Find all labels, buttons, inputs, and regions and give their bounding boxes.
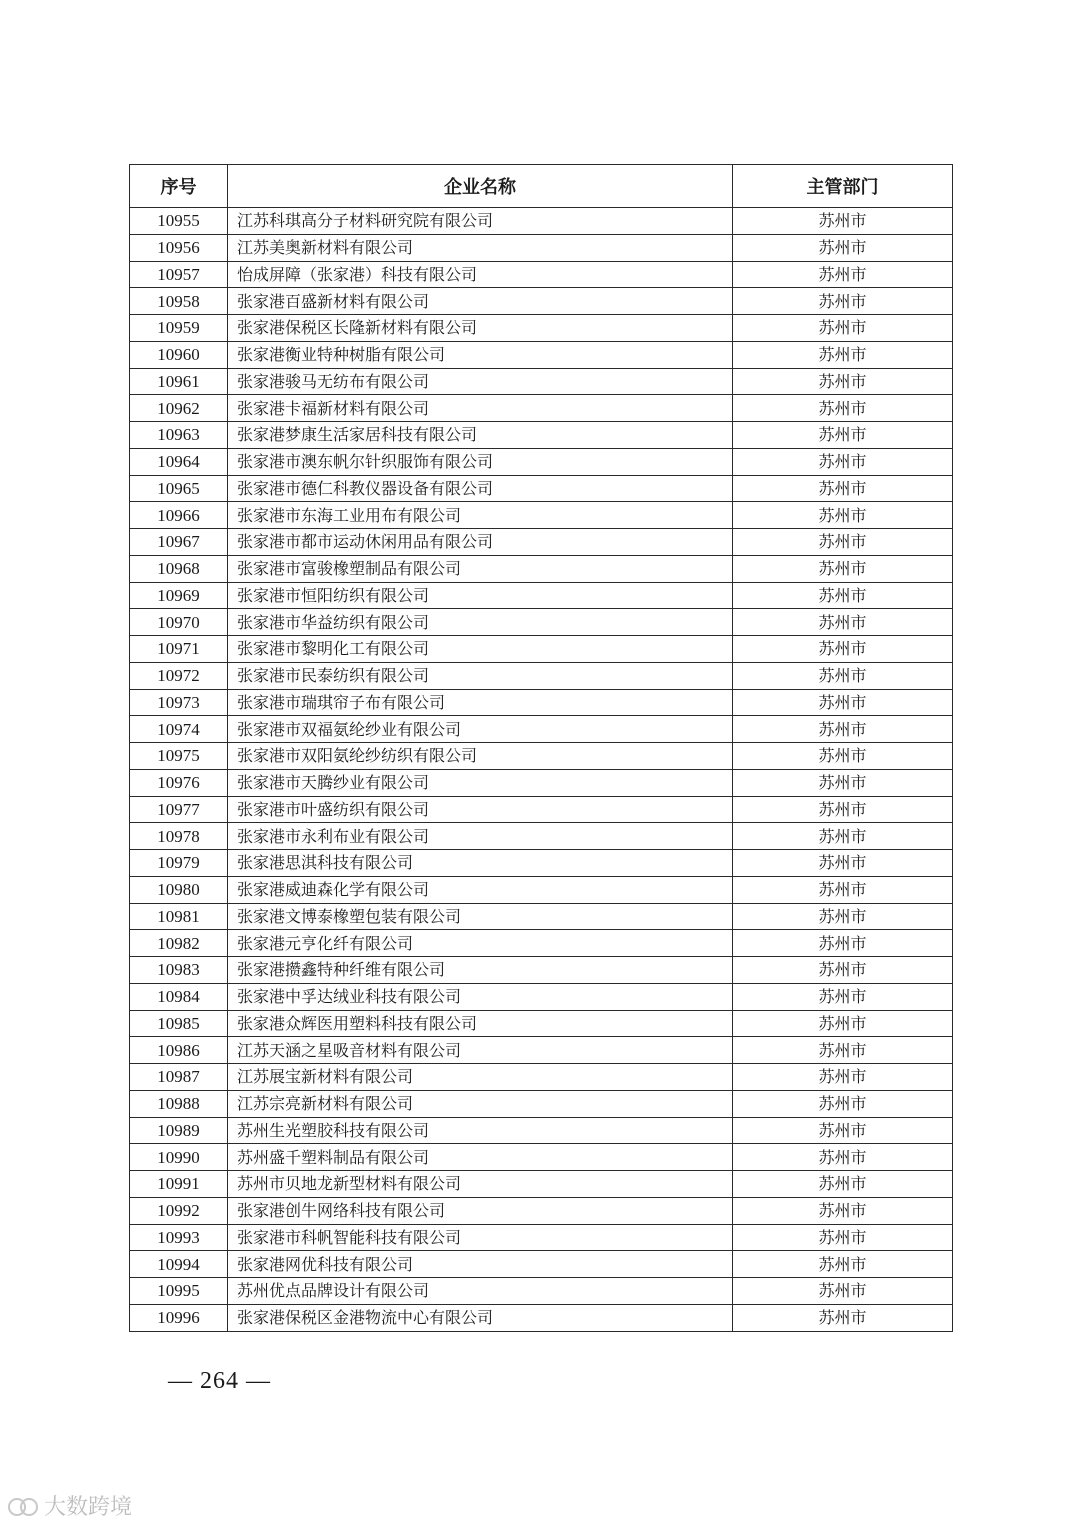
table-row — [130, 448, 953, 475]
table-row — [130, 689, 953, 716]
row-seq: 10975 — [130, 743, 228, 770]
table-body — [130, 208, 953, 1332]
row-company-name: 张家港骏马无纺布有限公司 — [228, 368, 733, 395]
watermark-logo-icon — [6, 1494, 40, 1518]
table-row — [130, 983, 953, 1010]
table-row — [130, 609, 953, 636]
row-seq: 10991 — [130, 1171, 228, 1198]
row-dept: 苏州市 — [733, 1251, 953, 1278]
table-row — [130, 796, 953, 823]
row-company-name: 江苏天涵之星吸音材料有限公司 — [228, 1037, 733, 1064]
row-dept: 苏州市 — [733, 475, 953, 502]
row-dept: 苏州市 — [733, 1064, 953, 1091]
row-seq: 10970 — [130, 609, 228, 636]
row-seq: 10981 — [130, 903, 228, 930]
row-dept: 苏州市 — [733, 261, 953, 288]
table-row — [130, 422, 953, 449]
table-row — [130, 1117, 953, 1144]
row-seq: 10982 — [130, 930, 228, 957]
watermark-text: 大数跨境 — [44, 1495, 133, 1520]
table-row — [130, 1278, 953, 1305]
row-seq: 10964 — [130, 448, 228, 475]
row-dept: 苏州市 — [733, 288, 953, 315]
header-seq: 序号 — [130, 165, 228, 208]
table-row — [130, 1171, 953, 1198]
row-company-name: 张家港众辉医用塑料科技有限公司 — [228, 1010, 733, 1037]
row-dept: 苏州市 — [733, 769, 953, 796]
row-seq: 10994 — [130, 1251, 228, 1278]
row-dept: 苏州市 — [733, 876, 953, 903]
row-company-name: 张家港市永利布业有限公司 — [228, 823, 733, 850]
row-seq: 10980 — [130, 876, 228, 903]
row-company-name: 怡成屏障（张家港）科技有限公司 — [228, 261, 733, 288]
row-company-name: 江苏美奥新材料有限公司 — [228, 234, 733, 261]
row-seq: 10987 — [130, 1064, 228, 1091]
row-seq: 10989 — [130, 1117, 228, 1144]
row-seq: 10976 — [130, 769, 228, 796]
row-dept: 苏州市 — [733, 341, 953, 368]
row-seq: 10959 — [130, 315, 228, 342]
row-company-name: 江苏宗亮新材料有限公司 — [228, 1090, 733, 1117]
table-row — [130, 502, 953, 529]
table-row — [130, 475, 953, 502]
table-row — [130, 315, 953, 342]
row-seq: 10996 — [130, 1304, 228, 1331]
row-dept: 苏州市 — [733, 716, 953, 743]
row-company-name: 张家港市黎明化工有限公司 — [228, 636, 733, 663]
row-dept: 苏州市 — [733, 1090, 953, 1117]
table-row — [130, 1251, 953, 1278]
company-table-container — [129, 164, 952, 1332]
row-company-name: 苏州盛千塑料制品有限公司 — [228, 1144, 733, 1171]
row-company-name: 张家港市科帆智能科技有限公司 — [228, 1224, 733, 1251]
row-seq: 10990 — [130, 1144, 228, 1171]
row-seq: 10988 — [130, 1090, 228, 1117]
row-dept: 苏州市 — [733, 1304, 953, 1331]
row-dept: 苏州市 — [733, 529, 953, 556]
table-row — [130, 743, 953, 770]
row-dept: 苏州市 — [733, 1171, 953, 1198]
table-row — [130, 555, 953, 582]
row-company-name: 张家港创牛网络科技有限公司 — [228, 1197, 733, 1224]
row-dept: 苏州市 — [733, 555, 953, 582]
row-seq: 10973 — [130, 689, 228, 716]
table-row — [130, 208, 953, 235]
row-company-name: 张家港市双福氨纶纱业有限公司 — [228, 716, 733, 743]
row-dept: 苏州市 — [733, 689, 953, 716]
table-row — [130, 1037, 953, 1064]
table-row — [130, 1090, 953, 1117]
row-company-name: 张家港市双阳氨纶纱纺织有限公司 — [228, 743, 733, 770]
row-seq: 10985 — [130, 1010, 228, 1037]
row-dept: 苏州市 — [733, 1197, 953, 1224]
row-dept: 苏州市 — [733, 609, 953, 636]
row-company-name: 张家港中孚达绒业科技有限公司 — [228, 983, 733, 1010]
row-dept: 苏州市 — [733, 395, 953, 422]
table-header-row — [130, 165, 953, 208]
row-company-name: 张家港攒鑫特种纤维有限公司 — [228, 957, 733, 984]
table-row — [130, 1010, 953, 1037]
row-company-name: 张家港市澳东帆尔针织服饰有限公司 — [228, 448, 733, 475]
row-seq: 10963 — [130, 422, 228, 449]
row-dept: 苏州市 — [733, 368, 953, 395]
row-dept: 苏州市 — [733, 422, 953, 449]
table-row — [130, 234, 953, 261]
row-company-name: 张家港思淇科技有限公司 — [228, 850, 733, 877]
row-dept: 苏州市 — [733, 1278, 953, 1305]
table-row — [130, 1224, 953, 1251]
row-company-name: 张家港市天腾纱业有限公司 — [228, 769, 733, 796]
table-row — [130, 1064, 953, 1091]
row-dept: 苏州市 — [733, 957, 953, 984]
table-row — [130, 341, 953, 368]
row-seq: 10956 — [130, 234, 228, 261]
row-seq: 10969 — [130, 582, 228, 609]
row-seq: 10974 — [130, 716, 228, 743]
row-dept: 苏州市 — [733, 743, 953, 770]
row-company-name: 苏州生光塑胶科技有限公司 — [228, 1117, 733, 1144]
row-company-name: 张家港元亨化纤有限公司 — [228, 930, 733, 957]
row-seq: 10966 — [130, 502, 228, 529]
table-row — [130, 368, 953, 395]
row-seq: 10968 — [130, 555, 228, 582]
row-seq: 10961 — [130, 368, 228, 395]
row-company-name: 张家港威迪森化学有限公司 — [228, 876, 733, 903]
row-company-name: 张家港保税区长隆新材料有限公司 — [228, 315, 733, 342]
row-seq: 10993 — [130, 1224, 228, 1251]
row-company-name: 张家港市富骏橡塑制品有限公司 — [228, 555, 733, 582]
row-dept: 苏州市 — [733, 448, 953, 475]
row-seq: 10955 — [130, 208, 228, 235]
header-name: 企业名称 — [228, 165, 733, 208]
row-dept: 苏州市 — [733, 502, 953, 529]
table-row — [130, 823, 953, 850]
row-dept: 苏州市 — [733, 823, 953, 850]
row-seq: 10977 — [130, 796, 228, 823]
row-company-name: 张家港市德仁科教仪器设备有限公司 — [228, 475, 733, 502]
row-company-name: 张家港市瑞琪帘子布有限公司 — [228, 689, 733, 716]
row-company-name: 张家港衡业特种树脂有限公司 — [228, 341, 733, 368]
row-company-name: 张家港市叶盛纺织有限公司 — [228, 796, 733, 823]
row-seq: 10979 — [130, 850, 228, 877]
row-company-name: 张家港市恒阳纺织有限公司 — [228, 582, 733, 609]
row-dept: 苏州市 — [733, 1144, 953, 1171]
table-row — [130, 769, 953, 796]
table-row — [130, 1144, 953, 1171]
row-seq: 10972 — [130, 662, 228, 689]
row-dept: 苏州市 — [733, 983, 953, 1010]
row-company-name: 张家港文博泰橡塑包装有限公司 — [228, 903, 733, 930]
row-company-name: 江苏展宝新材料有限公司 — [228, 1064, 733, 1091]
row-seq: 10995 — [130, 1278, 228, 1305]
row-seq: 10965 — [130, 475, 228, 502]
row-company-name: 江苏科琪高分子材料研究院有限公司 — [228, 208, 733, 235]
row-dept: 苏州市 — [733, 930, 953, 957]
row-seq: 10971 — [130, 636, 228, 663]
table-row — [130, 876, 953, 903]
row-company-name: 苏州优点品牌设计有限公司 — [228, 1278, 733, 1305]
row-company-name: 苏州市贝地龙新型材料有限公司 — [228, 1171, 733, 1198]
table-row — [130, 288, 953, 315]
row-company-name: 张家港卡福新材料有限公司 — [228, 395, 733, 422]
table-row — [130, 395, 953, 422]
table-row — [130, 716, 953, 743]
table-row — [130, 582, 953, 609]
table-row — [130, 1197, 953, 1224]
page-number: — 264 — — [168, 1368, 271, 1394]
row-dept: 苏州市 — [733, 662, 953, 689]
row-company-name: 张家港市东海工业用布有限公司 — [228, 502, 733, 529]
row-company-name: 张家港市华益纺织有限公司 — [228, 609, 733, 636]
row-dept: 苏州市 — [733, 208, 953, 235]
watermark — [6, 1490, 132, 1521]
row-seq: 10978 — [130, 823, 228, 850]
row-seq: 10992 — [130, 1197, 228, 1224]
table-row — [130, 1304, 953, 1331]
table-row — [130, 529, 953, 556]
row-seq: 10967 — [130, 529, 228, 556]
row-seq: 10984 — [130, 983, 228, 1010]
header-dept: 主管部门 — [733, 165, 953, 208]
row-dept: 苏州市 — [733, 1037, 953, 1064]
row-company-name: 张家港保税区金港物流中心有限公司 — [228, 1304, 733, 1331]
row-seq: 10957 — [130, 261, 228, 288]
row-dept: 苏州市 — [733, 1224, 953, 1251]
row-dept: 苏州市 — [733, 903, 953, 930]
table-row — [130, 636, 953, 663]
row-seq: 10960 — [130, 341, 228, 368]
row-dept: 苏州市 — [733, 582, 953, 609]
table-row — [130, 930, 953, 957]
table-row — [130, 903, 953, 930]
row-dept: 苏州市 — [733, 234, 953, 261]
row-dept: 苏州市 — [733, 315, 953, 342]
row-seq: 10983 — [130, 957, 228, 984]
row-seq: 10962 — [130, 395, 228, 422]
row-company-name: 张家港梦康生活家居科技有限公司 — [228, 422, 733, 449]
row-dept: 苏州市 — [733, 636, 953, 663]
row-company-name: 张家港市民泰纺织有限公司 — [228, 662, 733, 689]
row-dept: 苏州市 — [733, 850, 953, 877]
row-seq: 10986 — [130, 1037, 228, 1064]
table-row — [130, 662, 953, 689]
row-company-name: 张家港市都市运动休闲用品有限公司 — [228, 529, 733, 556]
table-row — [130, 850, 953, 877]
company-table — [129, 164, 953, 1332]
row-dept: 苏州市 — [733, 1010, 953, 1037]
table-row — [130, 957, 953, 984]
row-dept: 苏州市 — [733, 1117, 953, 1144]
row-seq: 10958 — [130, 288, 228, 315]
table-row — [130, 261, 953, 288]
row-company-name: 张家港百盛新材料有限公司 — [228, 288, 733, 315]
row-company-name: 张家港网优科技有限公司 — [228, 1251, 733, 1278]
row-dept: 苏州市 — [733, 796, 953, 823]
